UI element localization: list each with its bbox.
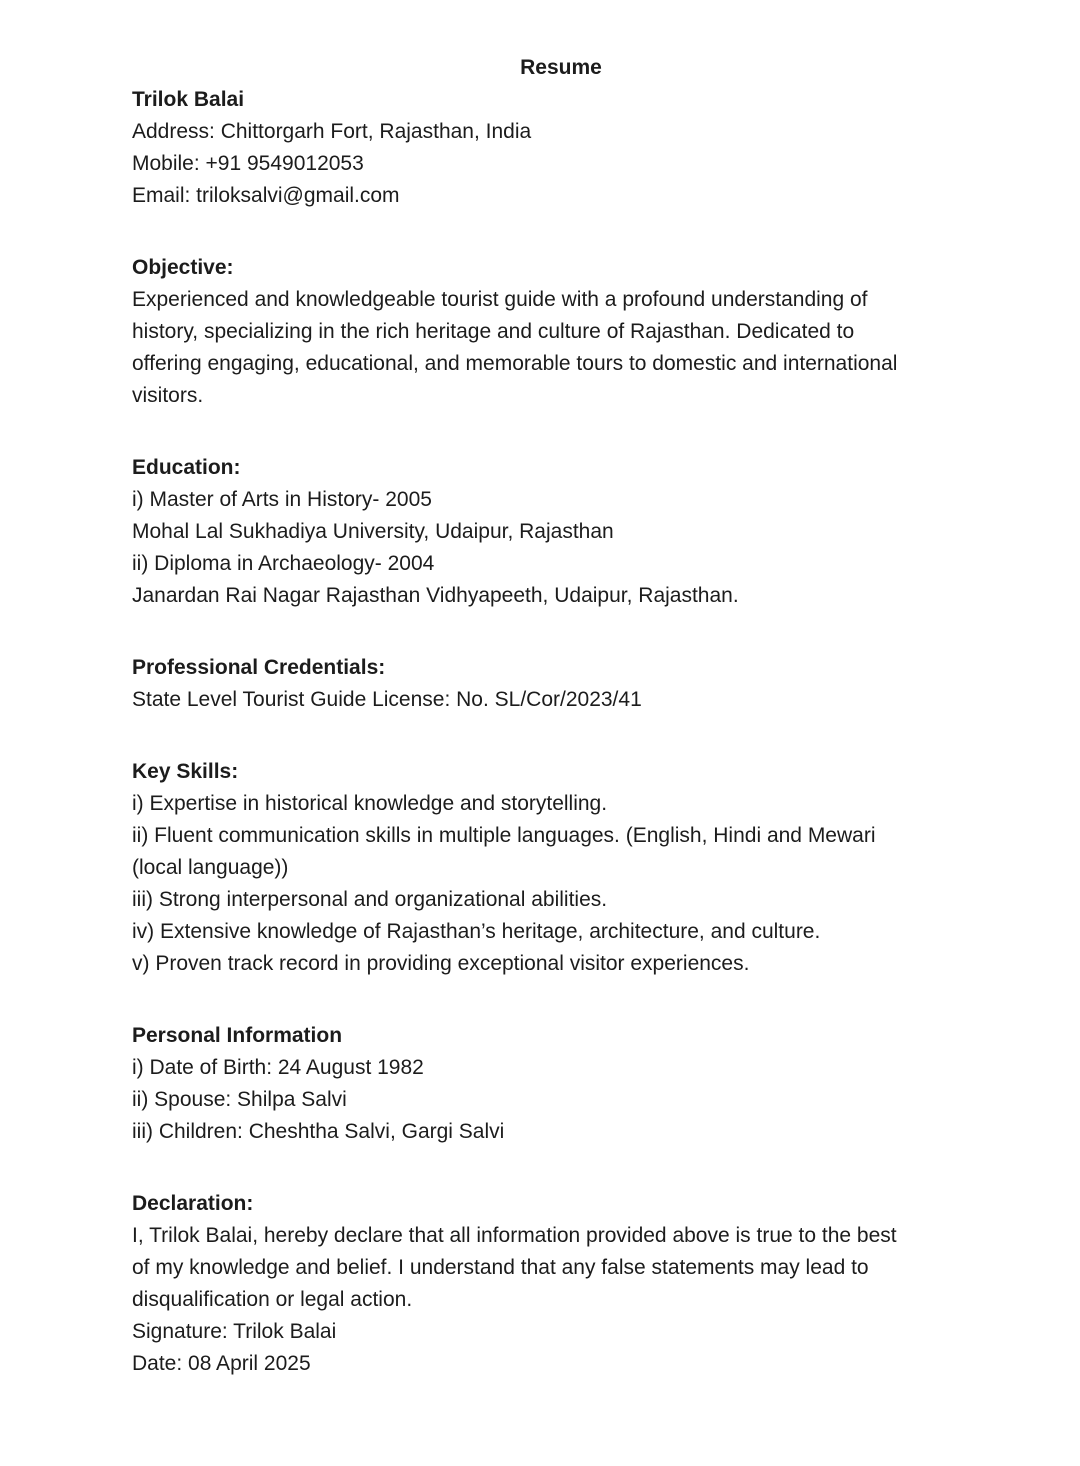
document-title: Resume xyxy=(520,56,602,79)
section-heading: Objective: xyxy=(132,256,234,279)
text-line: disqualification or legal action. xyxy=(132,1288,413,1311)
contact-header xyxy=(132,84,990,212)
text-line: I, Trilok Balai, hereby declare that all information provided above is true to the best xyxy=(132,1224,897,1247)
credentials-section xyxy=(132,652,990,716)
personal-info-item: iii) Children: Cheshtha Salvi, Gargi Salvi xyxy=(132,1120,505,1143)
key-skills-section xyxy=(132,756,990,980)
text-line: offering engaging, educational, and memorable tours to domestic and international xyxy=(132,352,898,375)
section-heading: Declaration: xyxy=(132,1192,254,1215)
personal-info-item: i) Date of Birth: 24 August 1982 xyxy=(132,1056,424,1079)
mobile-line: Mobile: +91 9549012053 xyxy=(132,152,364,175)
skill-item: i) Expertise in historical knowledge and storytelling. xyxy=(132,792,608,815)
text-line: of my knowledge and belief. I understand that any false statements may lead to xyxy=(132,1256,869,1279)
education-item: Mohal Lal Sukhadiya University, Udaipur, Rajasthan xyxy=(132,520,614,543)
date-line: Date: 08 April 2025 xyxy=(132,1352,311,1375)
personal-info-item: ii) Spouse: Shilpa Salvi xyxy=(132,1088,347,1111)
text-line: Experienced and knowledgeable tourist guide with a profound understanding of xyxy=(132,288,868,311)
text-line: visitors. xyxy=(132,384,204,407)
section-heading: Education: xyxy=(132,456,241,479)
section-heading: Personal Information xyxy=(132,1024,343,1047)
personal-info-section xyxy=(132,1020,990,1148)
education-item: ii) Diploma in Archaeology- 2004 xyxy=(132,552,435,575)
signature-line: Signature: Trilok Balai xyxy=(132,1320,337,1343)
address-line: Address: Chittorgarh Fort, Rajasthan, India xyxy=(132,120,532,143)
section-heading: Professional Credentials: xyxy=(132,656,386,679)
education-section xyxy=(132,452,990,612)
section-heading: Key Skills: xyxy=(132,760,239,783)
skill-item: iv) Extensive knowledge of Rajasthan’s heritage, architecture, and culture. xyxy=(132,920,821,943)
skill-item: v) Proven track record in providing exceptional visitor experiences. xyxy=(132,952,750,975)
skill-item: ii) Fluent communication skills in multiple languages. (English, Hindi and Mewari xyxy=(132,824,876,847)
education-item: i) Master of Arts in History- 2005 xyxy=(132,488,432,511)
person-name: Trilok Balai xyxy=(132,88,245,111)
text-line: history, specializing in the rich heritage and culture of Rajasthan. Dedicated to xyxy=(132,320,855,343)
license-line: State Level Tourist Guide License: No. SL/Cor/2023/41 xyxy=(132,688,642,711)
email-line: Email: triloksalvi@gmail.com xyxy=(132,184,400,207)
skill-item: (local language)) xyxy=(132,856,289,879)
objective-section xyxy=(132,252,990,412)
declaration-section xyxy=(132,1188,990,1380)
education-item: Janardan Rai Nagar Rajasthan Vidhyapeeth, Udaipur, Rajasthan. xyxy=(132,584,739,607)
skill-item: iii) Strong interpersonal and organizational abilities. xyxy=(132,888,608,911)
